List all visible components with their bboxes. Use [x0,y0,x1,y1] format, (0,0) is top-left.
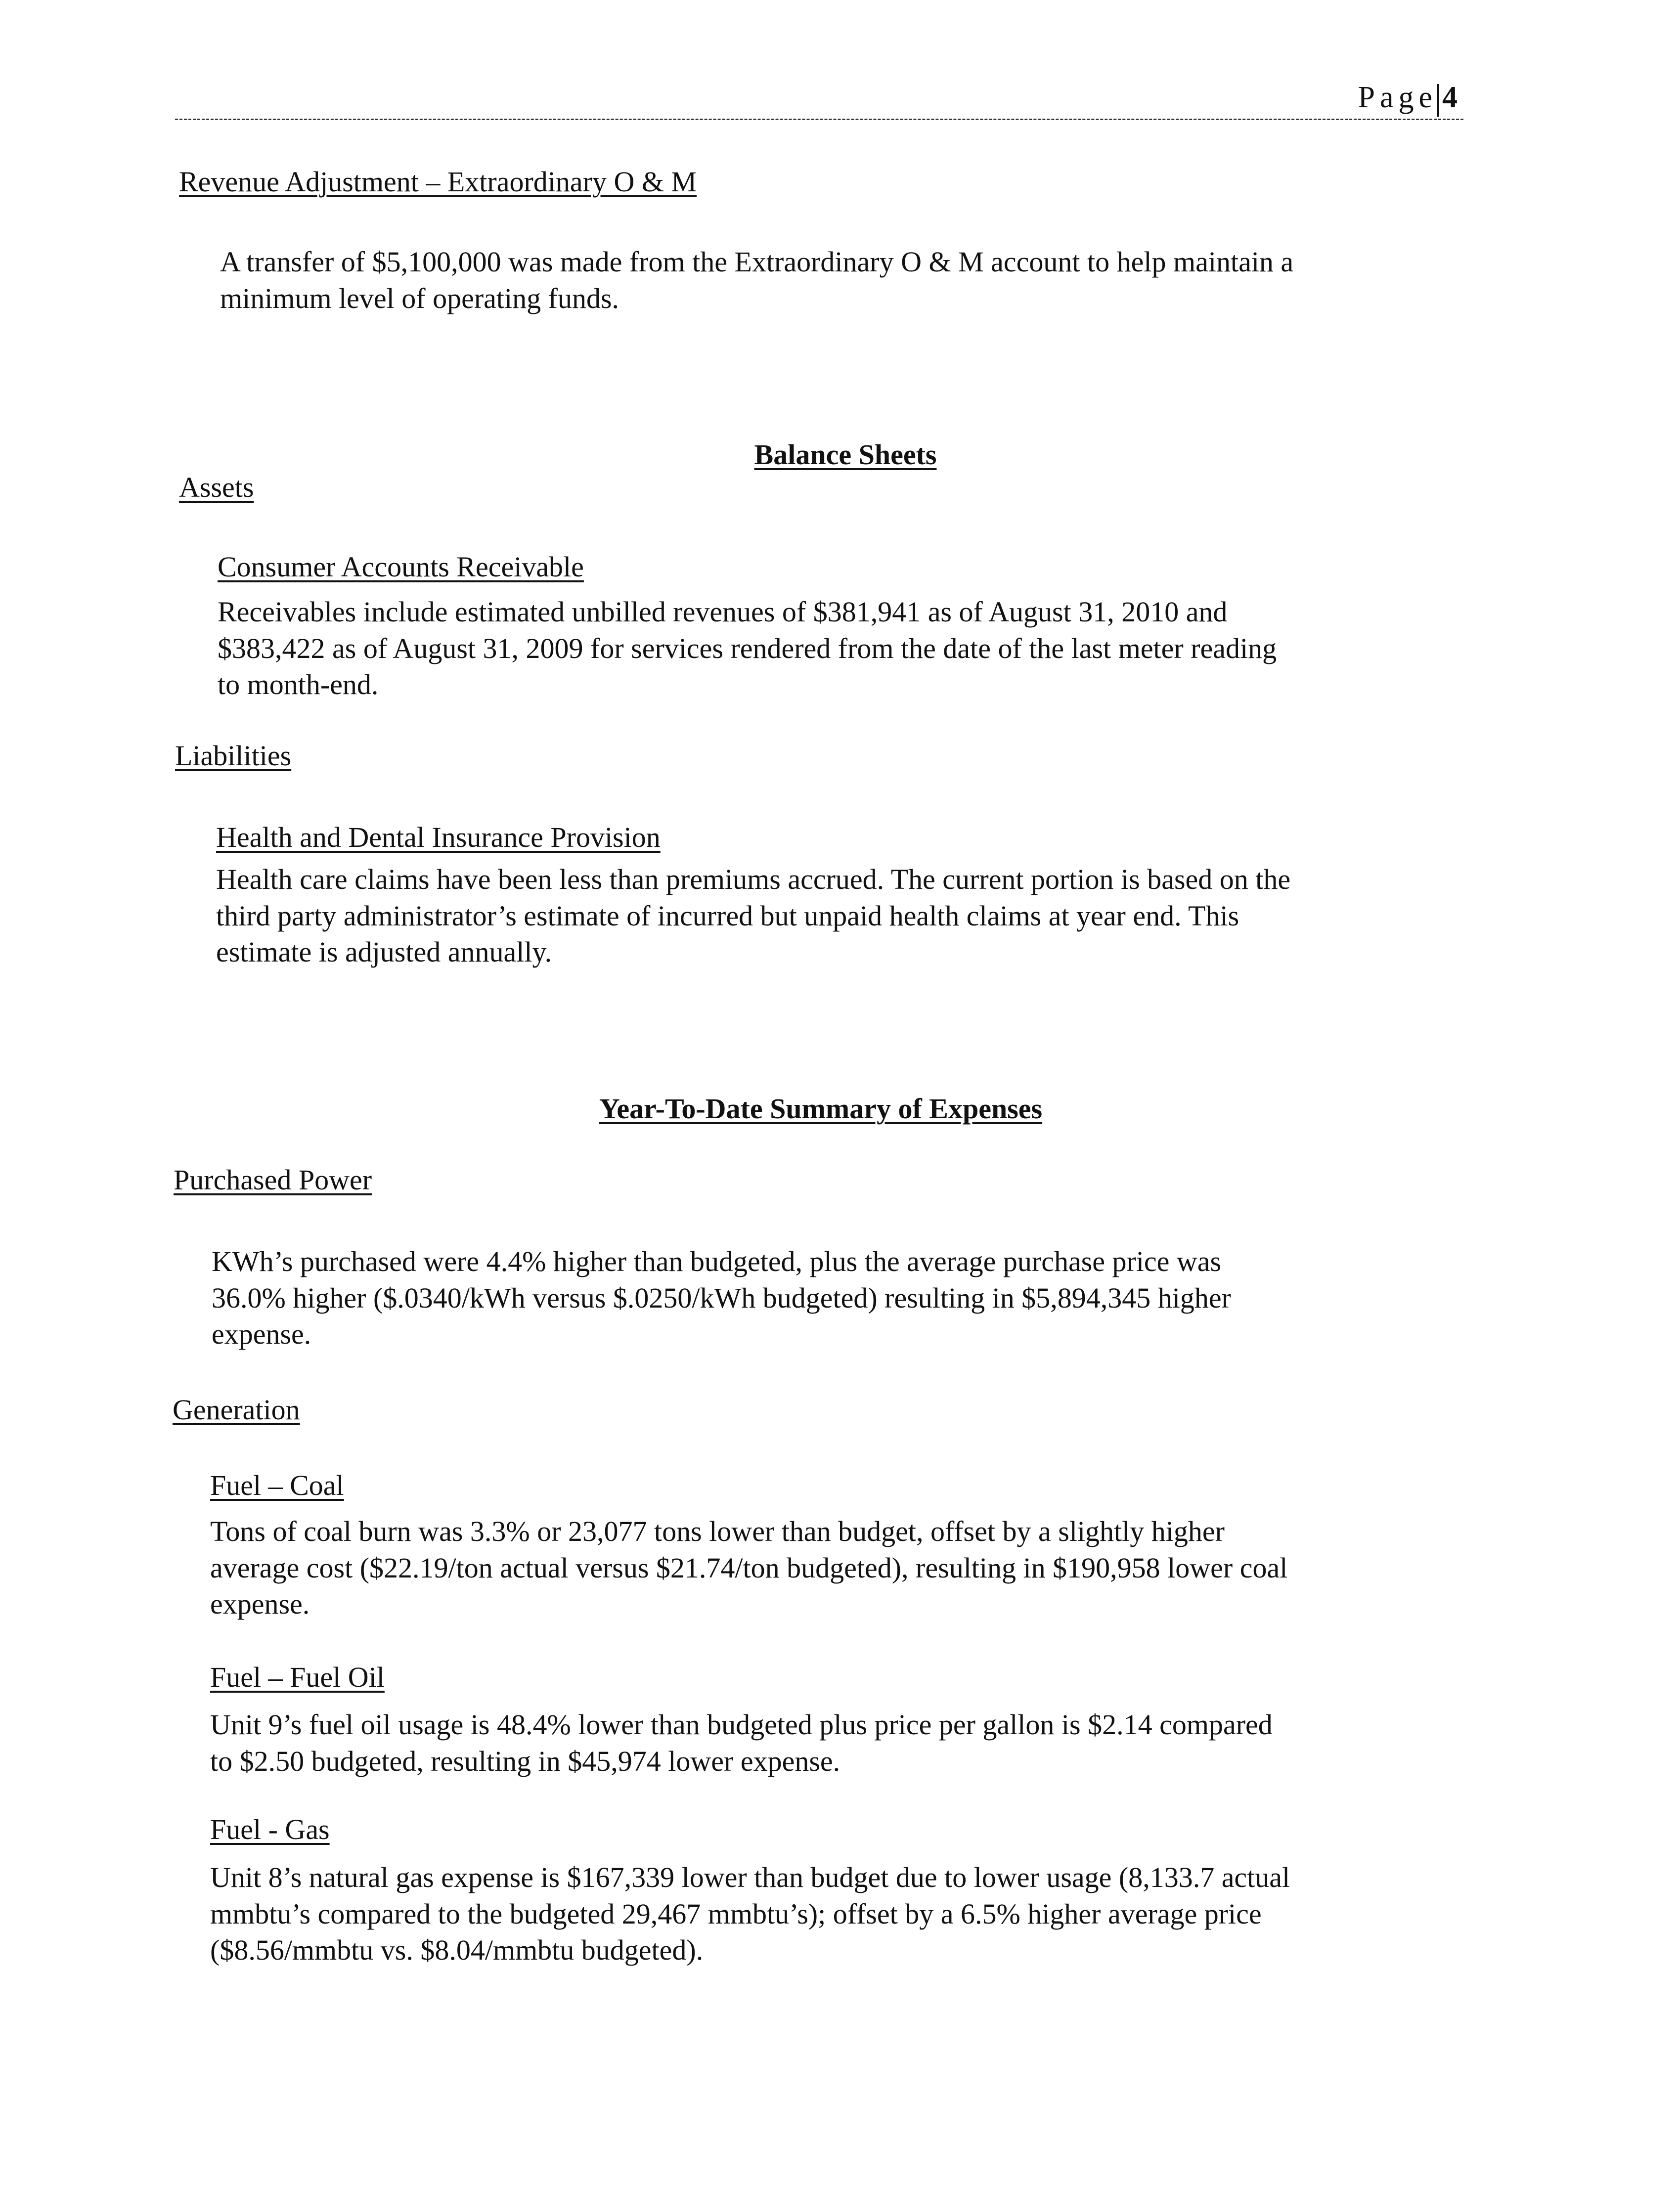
fuel-gas-heading: Fuel - Gas [210,1813,330,1845]
consumer-ar-heading: Consumer Accounts Receivable [218,551,584,583]
purchased-power-paragraph [212,1243,1231,1353]
ytd-summary-title: Year-To-Date Summary of Expenses [599,1093,1043,1125]
text-line: minimum level of operating funds. [220,282,619,314]
text-line: KWh’s purchased were 4.4% higher than budgeted, plus the average purchase price was [212,1245,1222,1277]
balance-sheets-title: Balance Sheets [754,438,937,471]
text-line: estimate is adjusted annually. [216,936,552,968]
fuel-oil-heading: Fuel – Fuel Oil [210,1661,385,1693]
text-line: third party administrator’s estimate of incurred but unpaid health claims at year end. This [216,899,1239,932]
page-number-header [1358,79,1462,117]
text-line: to month-end. [218,668,379,701]
text-line: expense. [210,1588,310,1621]
purchased-power-heading: Purchased Power [174,1164,372,1196]
revenue-adjustment-heading: Revenue Adjustment – Extraordinary O & M [179,166,697,198]
page-number: 4 [1442,81,1462,114]
generation-heading: Generation [173,1394,300,1426]
page-separator [1437,84,1439,117]
header-rule [175,119,1463,120]
health-insurance-paragraph [216,861,1290,970]
text-line: expense. [212,1318,311,1351]
text-line: average cost ($22.19/ton actual versus $21.74/ton budgeted), resulting in $190,958 lower coal [210,1551,1288,1584]
consumer-ar-paragraph [218,594,1277,703]
text-line: $383,422 as of August 31, 2009 for services rendered from the date of the last meter reading [218,632,1277,664]
text-line: Health care claims have been less than premiums accrued. The current portion is based on the [216,863,1291,895]
text-line: Tons of coal burn was 3.3% or 23,077 tons lower than budget, offset by a slightly higher [210,1515,1225,1547]
fuel-oil-paragraph [210,1707,1273,1779]
fuel-coal-paragraph [210,1513,1287,1622]
health-insurance-heading: Health and Dental Insurance Provision [216,821,661,853]
fuel-gas-paragraph [210,1859,1290,1969]
text-line: A transfer of $5,100,000 was made from the Extraordinary O & M account to help maintain a [220,246,1294,278]
text-line: Receivables include estimated unbilled revenues of $381,941 as of August 31, 2010 and [218,596,1228,628]
text-line: mmbtu’s compared to the budgeted 29,467 mmbtu’s); offset by a 6.5% higher average price [210,1897,1262,1930]
text-line: Unit 8’s natural gas expense is $167,339 lower than budget due to lower usage (8,133.7 actual [210,1861,1290,1893]
fuel-coal-heading: Fuel – Coal [210,1469,344,1501]
text-line: ($8.56/mmbtu vs. $8.04/mmbtu budgeted). [210,1934,704,1967]
page-label: Page [1358,81,1437,114]
text-line: to $2.50 budgeted, resulting in $45,974 lower expense. [210,1745,840,1777]
text-line: 36.0% higher ($.0340/kWh versus $.0250/kWh budgeted) resulting in $5,894,345 higher [212,1281,1231,1314]
liabilities-heading: Liabilities [175,740,292,772]
revenue-adjustment-paragraph [220,244,1293,316]
assets-heading: Assets [179,471,254,503]
text-line: Unit 9’s fuel oil usage is 48.4% lower than budgeted plus price per gallon is $2.14 compared [210,1708,1273,1741]
